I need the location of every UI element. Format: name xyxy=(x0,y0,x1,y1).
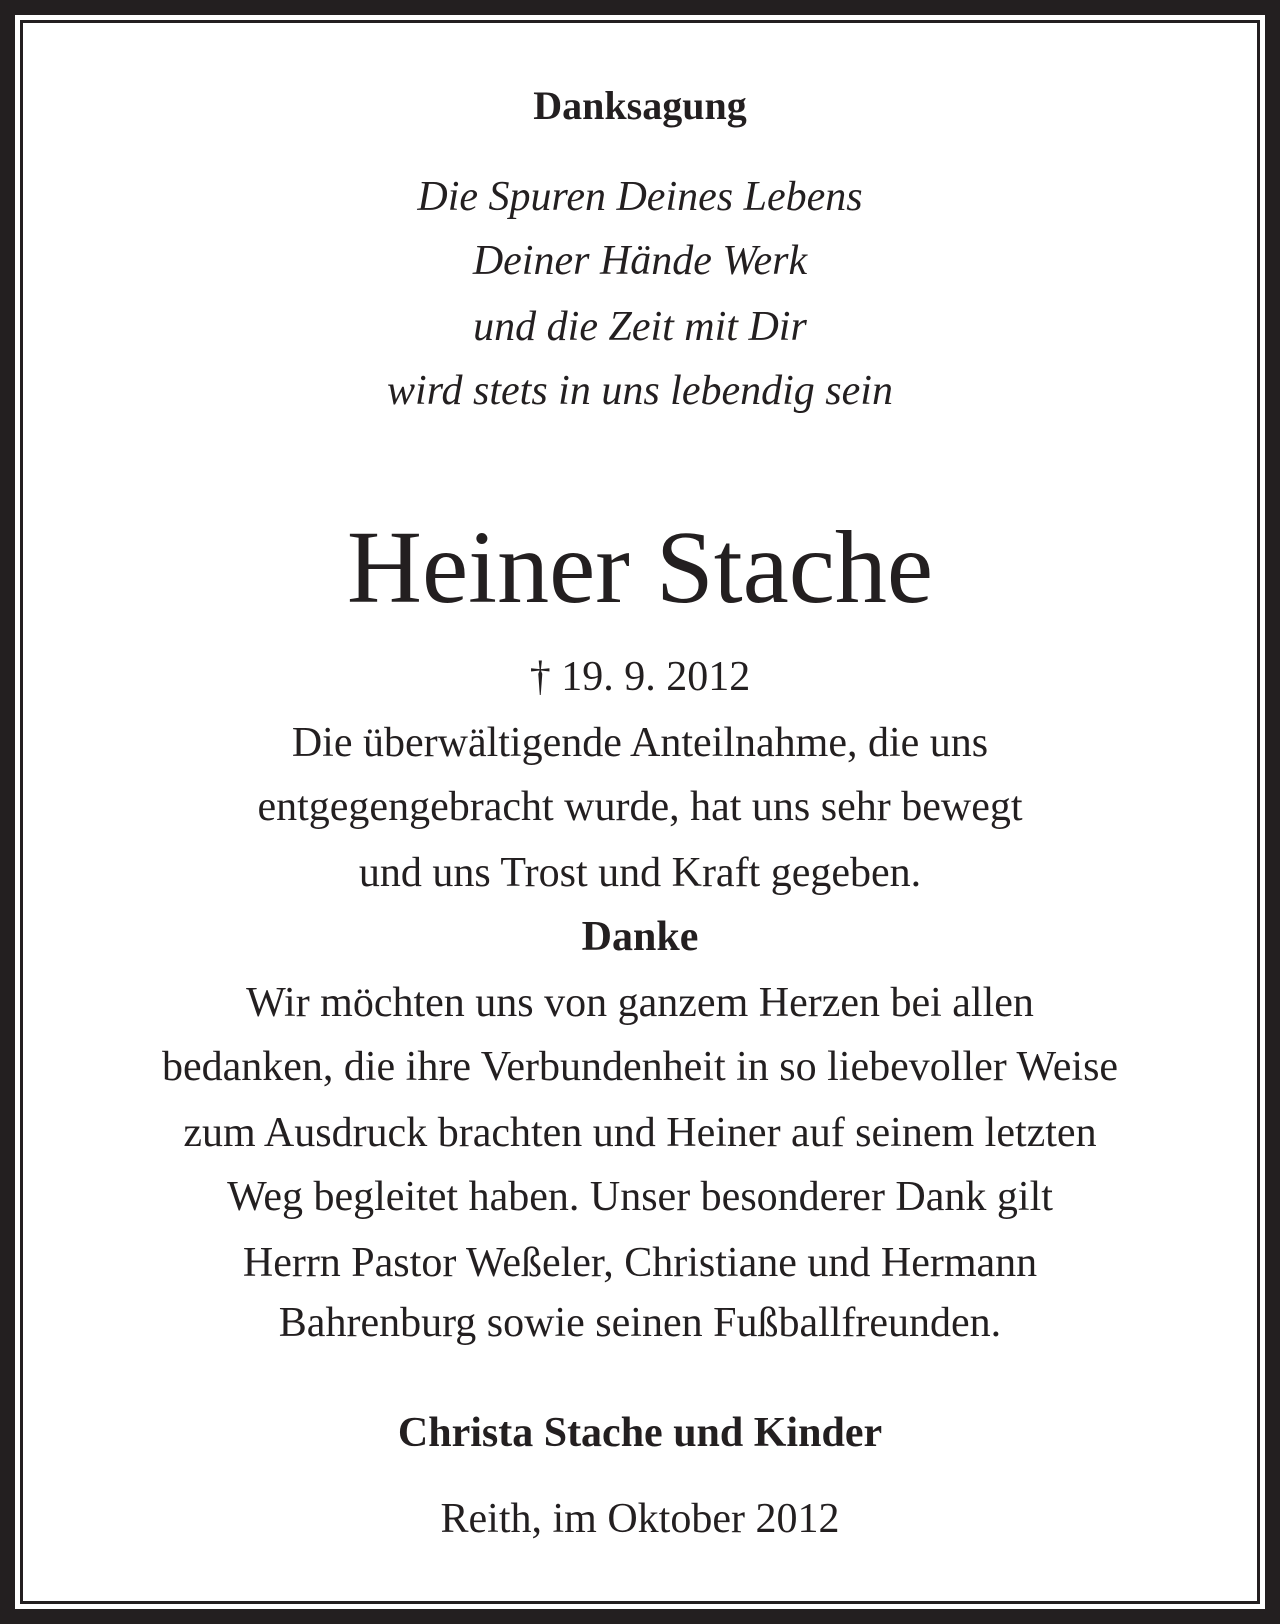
deceased-name: Heiner Stache xyxy=(346,510,934,625)
verse-line-1: Die Spuren Deines Lebens xyxy=(417,174,863,220)
signature: Christa Stache und Kinder xyxy=(397,1410,883,1456)
paragraph2-line-5: Herrn Pastor Weßeler, Christiane und Hermann xyxy=(242,1240,1038,1286)
verse-line-4: wird stets in uns lebendig sein xyxy=(387,368,893,414)
verse-line-2: Deiner Hände Werk xyxy=(472,238,808,284)
verse-line-3: und die Zeit mit Dir xyxy=(473,304,807,350)
paragraph2-line-2: bedanken, die ihre Verbundenheit in so liebevoller Weise xyxy=(161,1044,1119,1090)
paragraph2-line-6: Bahrenburg sowie seinen Fußballfreunden. xyxy=(278,1300,1002,1346)
paragraph1-line-3: und uns Trost und Kraft gegeben. xyxy=(358,850,922,896)
paragraph2-line-3: zum Ausdruck brachten und Heiner auf seinem letzten xyxy=(183,1110,1097,1156)
place-and-date: Reith, im Oktober 2012 xyxy=(440,1496,840,1542)
paragraph2-line-4: Weg begleitet haben. Unser besonderer Dank gilt xyxy=(227,1174,1053,1220)
paragraph1-line-2: entgegengebracht wurde, hat uns sehr bewegt xyxy=(257,784,1023,830)
death-date: † 19. 9. 2012 xyxy=(529,654,751,700)
heading-danksagung: Danksagung xyxy=(533,83,747,128)
paragraph2-line-1: Wir möchten uns von ganzem Herzen bei allen xyxy=(246,980,1034,1026)
thanks-word: Danke xyxy=(581,914,699,960)
paragraph1-line-1: Die überwältigende Anteilnahme, die uns xyxy=(291,720,989,766)
